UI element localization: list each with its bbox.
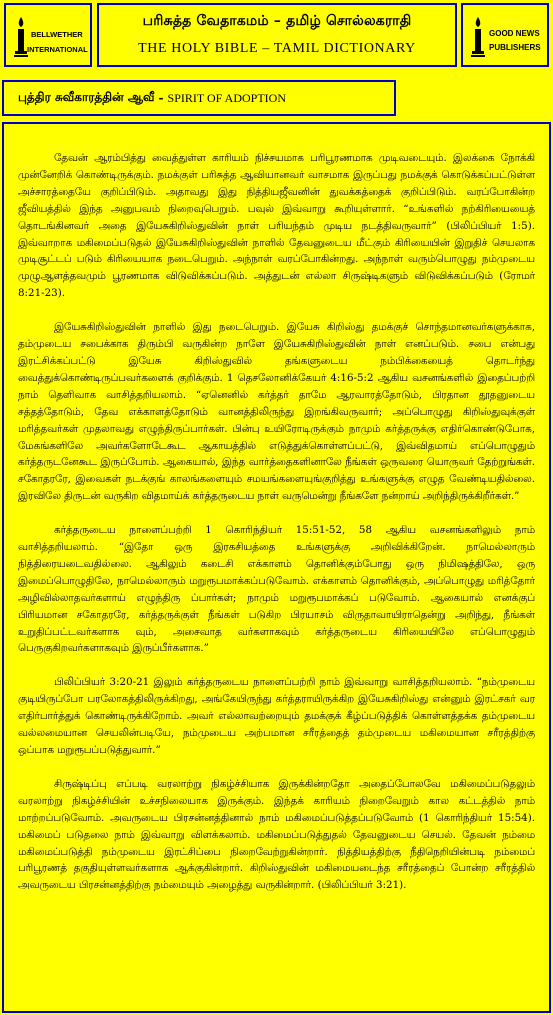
candle-icon xyxy=(14,15,28,59)
candle-icon xyxy=(471,15,485,59)
logo-line1: BELLWETHER xyxy=(31,30,83,39)
logo-line2: PUBLISHERS xyxy=(489,43,541,52)
good-news-logo xyxy=(461,3,549,67)
title-tamil: பரிசுத்த வேதாகமம் – தமிழ் சொல்லகராதி xyxy=(142,13,412,29)
paragraph: தேவன் ஆரம்பித்து வைத்துள்ள காரியம் நிச்சயமாக பரிபூரணமாக முடிவடையும். இலக்கை நோக்கி முன்னேறிக் கொண்டிருக்கும். நமக்குள் பரிசுத்த ஆவியானவர் வாசமாக இருப்பது நமக்குக் கொடுக்கப்பட்டுள்ள அச்சாரத்தையே குறிப்பிடும். அதாவது இது நித்தியஜீவனின் துவக்கத்தைக் குறிப்பிடும். வரப்போகின்ற ஜீவியத்தில் இந்த அனுபவம் நிறைவுபெறும். பவுல் இவ்வாறு கூறியுள்ளார். “உங்களில் நற்கிரியையைத் தொடங்கினவர் அதை இயேசுகிறிஸ்துவின் நாள் பரியந்தம் முடிய நடத்திவருவார்” (பிலிப்பியர் 1:5). இவ்வாறாக மகிமைப்படுதல் இயேசுகிறிஸ்துவின் நாளில் தேவனுடைய மீட்கும் கிரியையின் இறுதிச் செயலாக முடிசூட்டப் படும் கிரியையாக நடைபெறும். அந்நாள் வரப்போகின்றது. அந்நாள் வரும்பொழுது நம்முடைய முழுஆளத்தவமும் பூரணமாக விடுவிக்கப்படும். அத்துடன் எல்லா சிருஷ்டிகளும் விடுவிக்கப்படும் (ரோமர் 8:21-23). xyxy=(18,152,535,300)
paragraph: கர்த்தருடைய நாளைப்பற்றி 1 கொரிந்தியர் 15:51-52, 58 ஆகிய வசனங்களிலும் நாம் வாசித்தறியலாம். “இதோ ஒரு இரகசியத்தை உங்களுக்கு அறிவிக்கிறேன். நாமெல்லாரும் நித்திரையடைவதில்லை. ஆகிலும் கடைசி எக்காளம் தொனிக்கும்போது ஒரு நிமிஷத்திலே, ஒரு இமைப்பொழுதிலே, நாமெல்லாரும் மறுரூபமாக்கப்படுவோம். எக்காளம் தொனிக்கும், அப்பொழுது மரித்தோர் அழிவில்லாதவர்களாய் எழுந்திரு ப்பார்கள்; நாமும் மறுரூபமாக்கப் படுவோம். ஆகையால் எனக்குப் பிரியமான சகோதரரே, கர்த்தருக்குள் நீங்கள் படுகிற பிரயாசம் விருதாவாயிராதென்று அறிந்து, நீங்கள் உறுதிப்பட்டவர்களாக வும், அசைவாத வர்களாகவும் கர்த்தருடைய கிரியையிலே எப்பொழுதும் பெருகுகிறவர்களாகவும் இருப்பீர்களாக.” xyxy=(18,524,535,655)
paragraph: பிலிப்பியர் 3:20-21 இலும் கர்த்தருடைய நாளைப்பற்றி நாம் இவ்வாறு வாசித்தறியலாம். “நம்முடைய குடியிருப்போ பரலோகத்திலிருக்கிறது, அங்கேயிருந்து கர்த்தராயிருக்கிற இயேசுகிறிஸ்து என்னும் இரட்சகர் வர எதிர்பார்த்துக் கொண்டிருக்கிறோம். அவர் எல்லாவற்றையும் தமக்குக் கீழ்ப்படுத்திக் கொள்ளத்தக்க தம்முடைய வல்லமையான செயலின்படியே, நம்முடைய அற்பமான சரீரத்தைத் தம்முடைய மகிமையான சரீரத்திற்கு ஒப்பாக மறுரூபப்படுத்துவார்.” xyxy=(18,676,535,756)
heading-separator: - xyxy=(158,91,164,105)
title-english: THE HOLY BIBLE – TAMIL DICTIONARY xyxy=(138,41,416,56)
heading-tamil: புத்திர சுவீகாரத்தின் ஆவீ xyxy=(18,90,155,104)
paragraph: இயேசுகிறிஸ்துவின் நாளில் இது நடைபெறும். இயேசு கிறிஸ்து தமக்குச் சொந்தமானவர்களுக்காக, தம்முடைய சபைக்காக திரும்பி வருகின்ற நாளே இயேசுகிறிஸ்துவின் நாள் எனப்படும். சபை என்பது இரட்சிக்கப்பட்டு இயேசு கிறிஸ்துவில் தங்களுடைய நம்பிக்கையைத் தொடர்ந்து வைத்துக்கொண்டிருப்பவர்களைக் குறிக்கும். 1 தெசலோனிக்கேயர் 4:16-5:2 ஆகிய வசனங்களில் இதைப்பற்றி நாம் தெளிவாக வாசித்தறியலாம். “ஏனெனில் கர்த்தர் தாமே ஆரவாரத்தோடும், பிரதான தூதனுடைய சத்தத்தோடும், தேவ எக்காளத்தோடும் வானத்திலிருந்து இறங்கிவருவார்; அப்பொழுது கிறிஸ்துவுக்குள் மரித்தவர்கள் முதலாவது எழுந்திருப்பார்கள். பின்பு உயிரோடிருக்கும் நாமும் கர்த்தருக்கு எதிர்கொண்டுபோக, மேகங்களிலே அவர்களோடேகூட ஆகாயத்தில் எடுத்துக்கொள்ளப்பட்டு, இவ்விதமாய் எப்பொழுதும் கர்த்தருடனேகூட இருப்போம். ஆகையால், இந்த வார்த்தைகளினாலே நீங்கள் ஒருவரை யொருவர் தேற்றுங்கள். சகோதரரே, இவைகள் நடக்குங் காலங்களையும் சமயங்களையுங்குறித்து உங்களுக்கு எழுத வேண்டியதில்லை. இரவிலே திருடன் வருகிற விதமாய்க் கர்த்தருடைய நாள் வருமென்று நீங்களே நன்றாய் அறிந்திருக்கிறீர்கள்.” xyxy=(18,321,535,503)
paragraph: சிருஷ்டிப்பு எப்படி வரலாற்று நிகழ்ச்சியாக இருக்கின்றதோ அதைப்போலவே மகிமைப்படுதலும் வரலாற்று நிகழ்ச்சியின் உச்சநிலையாக இருக்கும். இந்தக் காரியம் நிறைவேறும் கால கட்டத்தில் நாம் மாற்றப்படுவோம். அவருடைய பிரசன்னத்தினால் நாம் மகிமைப்படுத்தப்படுவோம் (1 கொரிந்தியர் 15:54). மகிமைப் படுதலை நாம் இவ்வாறு விளக்கலாம். மகிமைப்படுத்துதல் தேவனுடைய செயல். தேவன் நம்மை மகிமைப்படுத்தி நம்முடைய இரட்சிப்பை நிறைவேற்றுகின்றார். நித்தியத்திற்கு நீதிநெறியின்படி நம்மைப் பரிபூரணத் தகுதியுள்ளவர்களாக ஆக்குகின்றார். கிறிஸ்துவின் மகிமையடைந்த சரீரத்தைப் போன்ற சரீரத்தில் அவருடைய பிரசன்னத்திற்கு நம்மையும் அழைத்து வருகின்றார். (பிலிப்பியர் 3:21). xyxy=(18,777,535,892)
logo-line1: GOOD NEWS xyxy=(489,29,540,38)
header-title-box xyxy=(97,3,457,67)
bellwether-logo xyxy=(4,3,92,67)
article-body xyxy=(2,122,551,1013)
logo-line2: INTERNATIONAL xyxy=(27,45,88,54)
heading-english: SPIRIT OF ADOPTION xyxy=(167,90,286,105)
article-heading xyxy=(2,80,396,116)
